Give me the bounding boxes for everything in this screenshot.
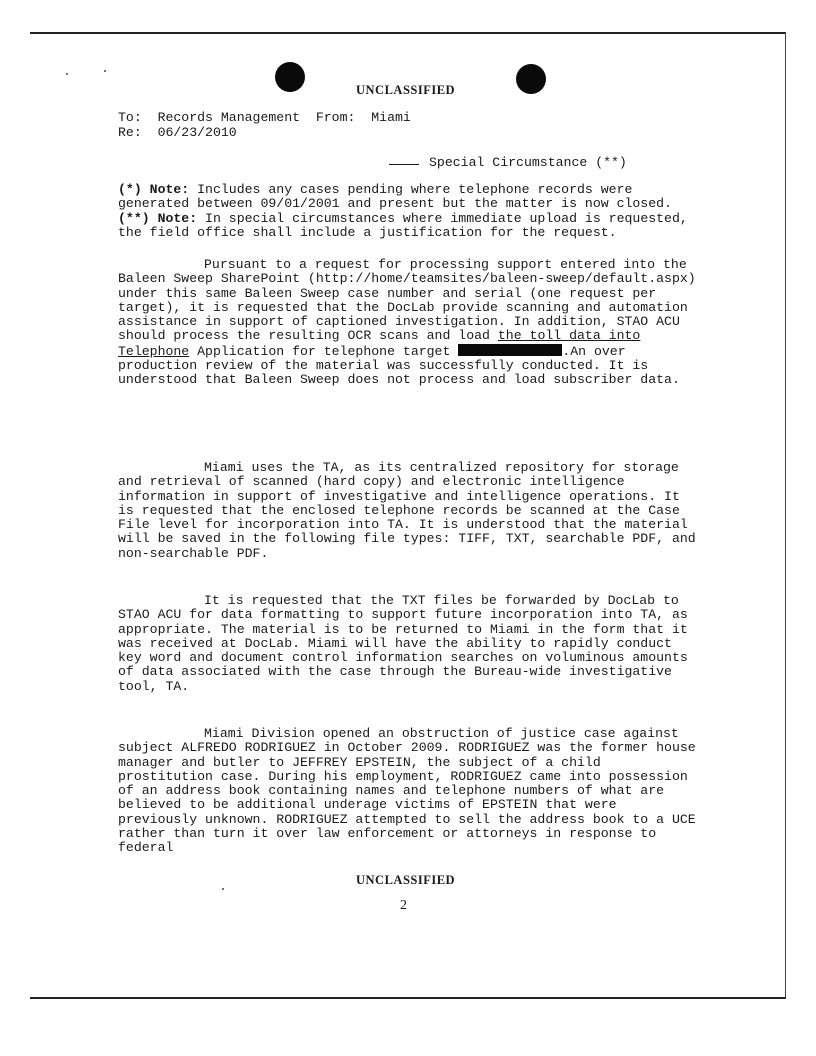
checkbox-blank — [389, 164, 419, 165]
classification-header: UNCLASSIFIED — [356, 83, 456, 97]
note-label: (*) Note: — [118, 182, 190, 197]
punch-hole-right — [516, 64, 546, 94]
paragraph-ta-repository: Miami uses the TA, as its centralized repository for storage and retrieval of scanned (hard copy) and electronic intelligence information in support of investigative and intelligence operations. It is requested that the enclosed telephone records be scanned at the Case File level for incorporation into TA. It is understood that the material will be saved in the following file types: TIFF, TXT, searchable PDF, and non-searchable PDF. — [118, 460, 696, 561]
underlined-text: the toll data into Telephone — [118, 328, 641, 359]
page-border-bottom — [30, 997, 786, 999]
note-double-asterisk — [118, 212, 698, 241]
paragraph-processing-request — [118, 258, 700, 388]
paragraph-text: Pursuant to a request for processing support entered into the Baleen Sweep SharePoint (http://home/teamsites/baleen-sweep/default.aspx) under this same Baleen Sweep case number and serial (one request per target), it is requested that the DocLab provide scanning and automation assistance in support of captioned investigation. In addition, STAO ACU should process the resulting OCR scans and load — [118, 257, 696, 344]
note-text: In special circumstances where immediate upload is requested, the field office shall include a justification for the request. — [118, 210, 688, 240]
redaction-box — [458, 344, 562, 356]
page-border-right — [785, 32, 786, 997]
paragraph-case-background: Miami Division opened an obstruction of justice case against subject ALFREDO RODRIGUEZ in October 2009. RODRIGUEZ was the former house manager and butler to JEFFREY EPSTEIN, the subject of a child prostitution case. During his employment, RODRIGUEZ came into possession of an address book containing names and telephone numbers of what are believed to be additional underage victims of EPSTEIN that were previously unknown. RODRIGUEZ attempted to sell the address book to a UCE rather than turn it over law enforcement or attorneys in response to federal — [118, 726, 696, 856]
note-text: Includes any cases pending where telephone records were generated between 09/01/2001 and present but the matter is now closed. — [118, 182, 672, 212]
scan-speck — [104, 70, 106, 72]
paragraph-text: Application for telephone target — [189, 343, 459, 359]
note-single-asterisk — [118, 183, 698, 212]
scan-speck — [66, 73, 68, 75]
note-label: (**) Note: — [118, 210, 198, 226]
to-from-line: To: Records Management From: Miami — [118, 110, 411, 125]
page-border-top — [30, 32, 786, 34]
notes-block — [118, 183, 698, 240]
punch-hole-left — [275, 62, 305, 92]
re-line: Re: 06/23/2010 — [118, 125, 237, 140]
special-circumstance-label: Special Circumstance (**) — [429, 155, 627, 170]
paragraph-txt-forwarding: It is requested that the TXT files be forwarded by DocLab to STAO ACU for data formatting to support future incorporation into TA, as appropriate. The material is to be returned to Miami in the form that it was received at DocLab. Miami will have the ability to rapidly conduct key word and document control information searches on voluminous amounts of data associated with the case through the Bureau-wide investigative tool, TA. — [118, 593, 688, 694]
classification-footer: UNCLASSIFIED — [356, 873, 456, 887]
page-number: 2 — [400, 898, 407, 913]
special-circumstance-line — [389, 155, 627, 170]
scan-speck — [222, 888, 224, 890]
paragraph-text: .An over production review of the material was successfully conducted. It is understood that Baleen Sweep does not process and load subscriber data. — [118, 343, 680, 388]
